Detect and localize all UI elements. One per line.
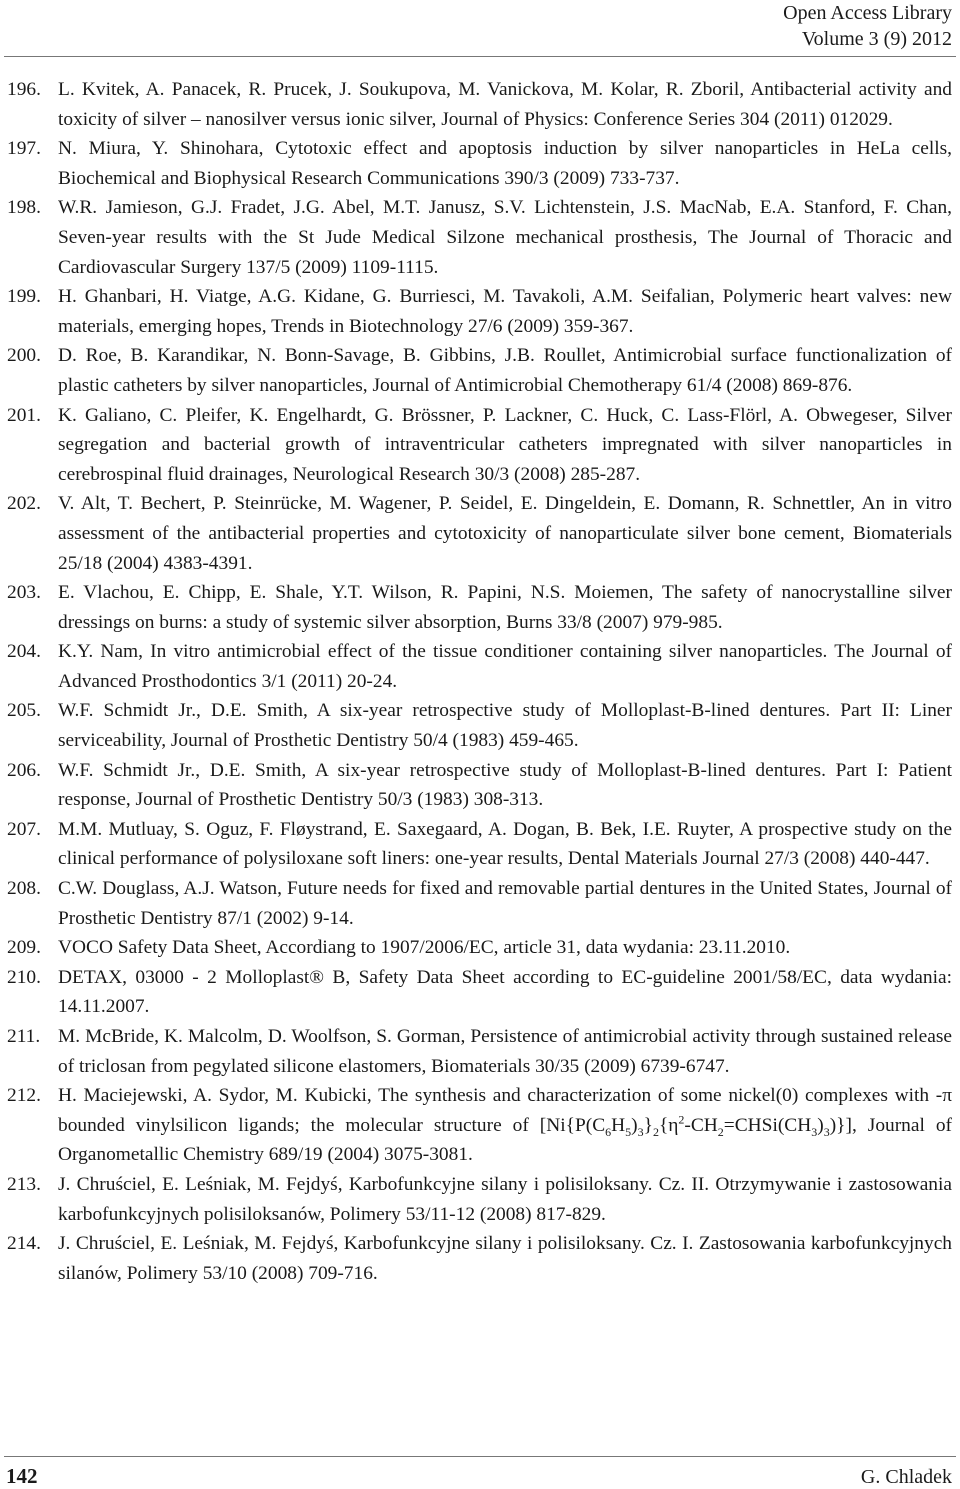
reference-text: D. Roe, B. Karandikar, N. Bonn-Savage, B. Gibbins, J.B. Roullet, Antimicrobial surface functionalization of plastic catheters by silver nanoparticles, Journal of Antimicrobial Chemotherapy 61/4 (2008) 869-876. [58, 345, 952, 396]
formula-text: ) [817, 1114, 824, 1136]
reference-item [7, 963, 952, 1022]
reference-list [7, 75, 952, 1288]
formula-text: H [611, 1114, 626, 1136]
reference-item [7, 815, 952, 874]
formula-superscript: 2 [678, 1112, 685, 1127]
reference-number: 196. [7, 79, 41, 100]
reference-text: H. Ghanbari, H. Viatge, A.G. Kidane, G. Burriesci, M. Tavakoli, A.M. Seifalian, Polymeric heart valves: new materials, emerging hopes, Trends in Biotechnology 27/6 (2009) 359-367. [58, 286, 952, 337]
reference-text: L. Kvitek, A. Panacek, R. Prucek, J. Soukupova, M. Vanickova, M. Kolar, R. Zboril, Antibacterial activity and toxicity of silver – nanosilver versus ionic silver, Journal of Physics: Conference Series 304 (2011) 012029. [58, 79, 952, 130]
reference-item [7, 134, 952, 193]
reference-text: K.Y. Nam, In vitro antimicrobial effect of the tissue conditioner containing silver nanoparticles. The Journal of Advanced Prosthodontics 3/1 (2011) 20-24. [58, 641, 952, 692]
formula-text: )}], Journal of Organometallic Chemistry 689/19 (2004) 3075-3081. [58, 1114, 952, 1166]
reference-text: M. McBride, K. Malcolm, D. Woolfson, S. Gorman, Persistence of antimicrobial activity through sustained release of triclosan from pegylated silicone elastomers, Biomaterials 30/35 (2009) 6739-6747. [58, 1026, 952, 1077]
reference-number: 203. [7, 582, 41, 604]
reference-number: 202. [7, 493, 41, 515]
reference-item [7, 401, 952, 490]
formula-subscript: 6 [605, 1124, 612, 1139]
reference-text: N. Miura, Y. Shinohara, Cytotoxic effect and apoptosis induction by silver nanoparticles in HeLa cells, Biochemical and Biophysical Research Communications 390/3 (2009) 733-737. [58, 138, 952, 189]
reference-text: VOCO Safety Data Sheet, Accordiang to 1907/2006/EC, article 31, data wydania: 23.11.2010. [58, 937, 791, 959]
reference-number: 205. [7, 700, 41, 722]
formula-subscript: 3 [637, 1124, 644, 1139]
reference-item [7, 341, 952, 400]
reference-item [7, 1081, 952, 1170]
page-number: 142 [6, 1464, 38, 1488]
reference-number: 214. [7, 1233, 41, 1255]
reference-item [7, 933, 952, 963]
reference-number: 207. [7, 818, 41, 840]
formula-subscript: 3 [811, 1124, 818, 1139]
reference-item [7, 696, 952, 755]
reference-text: W.R. Jamieson, G.J. Fradet, J.G. Abel, M.T. Janusz, S.V. Lichtenstein, J.S. MacNab, E.A. Stanford, F. Chan, Seven-year results with the St Jude Medical Silzone mechanical prosthesis, The Journal of Thoracic and Cardiovascular Surgery 137/5 (2009) 1109-1115. [58, 197, 952, 278]
volume-info: Volume 3 (9) 2012 [801, 28, 952, 50]
reference-item [7, 637, 952, 696]
reference-number: 200. [7, 345, 41, 367]
reference-text: E. Vlachou, E. Chipp, E. Shale, Y.T. Wilson, R. Papini, N.S. Moiemen, The safety of nanocrystalline silver dressings on burns: a study of systemic silver absorption, Burns 33/8 (2007) 979-985. [58, 582, 952, 633]
reference-item [7, 489, 952, 578]
footer-author: G. Chladek [860, 1466, 952, 1488]
reference-text: V. Alt, T. Bechert, P. Steinrücke, M. Wagener, P. Seidel, E. Dingeldein, E. Domann, R. Schnettler, An in vitro assessment of the antibacterial properties and cytotoxicity of nanoparticulate silver bone cement, Biomaterials 25/18 (2004) 4383-4391. [58, 493, 952, 574]
reference-text [58, 1081, 952, 1170]
reference-text: W.F. Schmidt Jr., D.E. Smith, A six-year retrospective study of Molloplast-B-lined dentures. Part I: Patient response, Journal of Prosthetic Dentistry 50/3 (1983) 308-313. [58, 759, 952, 811]
reference-item [7, 874, 952, 933]
formula-subscript: 2 [652, 1124, 659, 1139]
reference-item [7, 578, 952, 637]
reference-item [7, 1170, 952, 1229]
reference-item [7, 1022, 952, 1081]
reference-item [7, 1229, 952, 1288]
reference-number: 213. [7, 1173, 41, 1195]
formula-subscript: 3 [823, 1124, 830, 1139]
reference-item [7, 193, 952, 282]
formula-text: -CH [684, 1114, 718, 1136]
reference-number: 210. [7, 966, 41, 988]
formula-text: H. Maciejewski, A. Sydor, M. Kubicki, The synthesis and characterization of some nickel(0) complexes with -π bounded vinylsilicon ligands; the molecular structure of [Ni{P(C [58, 1085, 952, 1136]
reference-number: 209. [7, 937, 41, 959]
reference-item [7, 756, 952, 815]
reference-text: J. Chruściel, E. Leśniak, M. Fejdyś, Karbofunkcyjne silany i polisiloksany. Cz. I. Zastosowania karbofunkcyjnych silanów, Polimery 53/10 (2008) 709-716. [58, 1233, 952, 1284]
reference-number: 201. [7, 404, 41, 426]
reference-number: 198. [7, 197, 41, 219]
reference-number: 197. [7, 138, 41, 160]
running-header [783, 0, 952, 52]
formula-subscript: 5 [625, 1124, 632, 1139]
formula-text: ) [631, 1114, 638, 1136]
reference-text: W.F. Schmidt Jr., D.E. Smith, A six-year retrospective study of Molloplast-B-lined dentures. Part II: Liner serviceability, Journal of Prosthetic Dentistry 50/4 (1983) 459-465. [58, 700, 952, 752]
reference-number: 211. [7, 1026, 41, 1047]
reference-number: 212. [7, 1085, 41, 1107]
formula-subscript: 2 [717, 1124, 724, 1139]
footer-rule [4, 1456, 956, 1457]
reference-text: M.M. Mutluay, S. Oguz, F. Fløystrand, E. Saxegaard, A. Dogan, B. Bek, I.E. Ruyter, A prospective study on the clinical performance of polysiloxane soft liners: one-year results, Dental Materials Journal 27/3 (2008) 440-447. [58, 818, 952, 870]
reference-item [7, 282, 952, 341]
reference-item [7, 75, 952, 134]
header-rule [4, 56, 956, 57]
reference-text: J. Chruściel, E. Leśniak, M. Fejdyś, Karbofunkcyjne silany i polisiloksany. Cz. II. Otrzymywanie i zastosowania karbofunkcyjnych polisiloksanów, Polimery 53/11-12 (2008) 817-829. [58, 1173, 952, 1225]
reference-number: 206. [7, 759, 41, 781]
reference-text: DETAX, 03000 - 2 Molloplast® B, Safety Data Sheet according to EC-guideline 2001/58/EC, data wydania: 14.11.2007. [58, 966, 952, 1018]
formula-text: {η [658, 1114, 679, 1136]
journal-name: Open Access Library [783, 2, 952, 24]
formula-text: } [643, 1114, 653, 1136]
reference-number: 208. [7, 878, 41, 900]
reference-text: C.W. Douglass, A.J. Watson, Future needs for fixed and removable partial dentures in the United States, Journal of Prosthetic Dentistry 87/1 (2002) 9-14. [58, 878, 952, 929]
reference-number: 199. [7, 286, 41, 308]
formula-text: =CHSi(CH [723, 1114, 812, 1136]
reference-number: 204. [7, 641, 41, 663]
reference-text: K. Galiano, C. Pleifer, K. Engelhardt, G. Brössner, P. Lackner, C. Huck, C. Lass-Flörl, A. Obwegeser, Silver segregation and bacterial growth of intraventricular catheters impregnated with silver nanoparticles in cerebrospinal fluid drainages, Neurological Research 30/3 (2008) 285-287. [58, 404, 952, 485]
